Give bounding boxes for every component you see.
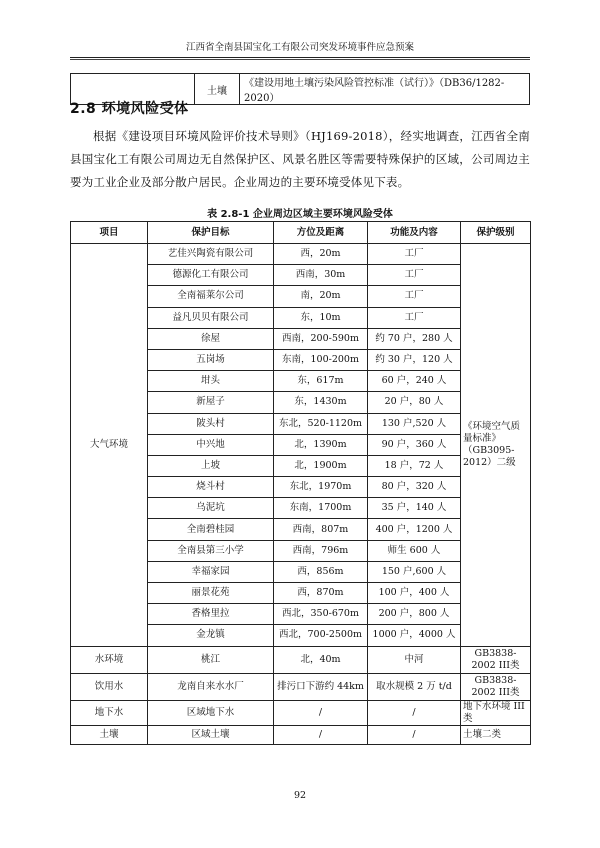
direction-cell: 东，10m	[274, 307, 368, 328]
function-cell: /	[368, 700, 461, 725]
target-cell: 坩头	[148, 371, 274, 392]
direction-cell: 北，40m	[274, 646, 368, 673]
soil-label: 土壤	[195, 74, 240, 105]
target-cell: 新屋子	[148, 392, 274, 413]
table-row	[71, 700, 531, 725]
target-cell: 区域地下水	[148, 700, 274, 725]
target-cell: 区域土壤	[148, 725, 274, 744]
target-cell: 徐屋	[148, 328, 274, 349]
page-number: 92	[293, 790, 307, 801]
function-cell: 80 户，320 人	[368, 477, 461, 498]
target-cell: 全南福莱尔公司	[148, 286, 274, 307]
direction-cell: 东，617m	[274, 371, 368, 392]
target-cell: 五岗场	[148, 349, 274, 370]
category-cell: 大气环境	[71, 244, 148, 647]
function-cell: 20 户，80 人	[368, 392, 461, 413]
target-cell: 乌泥坑	[148, 498, 274, 519]
col-header: 项目	[71, 222, 148, 244]
function-cell: 400 户，1200 人	[368, 519, 461, 540]
category-cell: 地下水	[71, 700, 148, 725]
table-row	[71, 673, 531, 700]
function-cell: 100 户，400 人	[368, 583, 461, 604]
intro-paragraph: 根据《建设项目环境风险评价技术导则》（HJ169-2018），经实地调查，江西省全南县国宝化工有限公司周边无自然保护区、风景名胜区等需要特殊保护的区域，公司周边主要为工业企业及部分散户居民。企业周边的主要环境受体见下表。	[70, 129, 530, 189]
direction-cell: 东北，520-1120m	[274, 413, 368, 434]
function-cell: 130 户,520 人	[368, 413, 461, 434]
table-row	[71, 725, 531, 744]
target-cell: 幸福家园	[148, 561, 274, 582]
direction-cell: 西，870m	[274, 583, 368, 604]
target-cell: 香格里拉	[148, 604, 274, 625]
function-cell: 中河	[368, 646, 461, 673]
page-header: 江西省全南县国宝化工有限公司突发环境事件应急预案	[70, 42, 530, 58]
direction-cell: 南，20m	[274, 286, 368, 307]
table-header-row	[71, 222, 531, 244]
function-cell: 18 户，72 人	[368, 455, 461, 476]
table-row	[71, 646, 531, 673]
target-cell: 烧斗村	[148, 477, 274, 498]
function-cell: 工厂	[368, 307, 461, 328]
col-header: 功能及内容	[368, 222, 461, 244]
protection-level-cell: GB3838-2002 III类	[461, 673, 531, 700]
direction-cell: 排污口下游约 44km	[274, 673, 368, 700]
protection-level-cell: 土壤二类	[461, 725, 531, 744]
function-cell: 工厂	[368, 244, 461, 265]
section-title: 2.8 环境风险受体	[70, 101, 189, 117]
direction-cell: 东北，1970m	[274, 477, 368, 498]
target-cell: 丽景花苑	[148, 583, 274, 604]
protection-level-cell: 地下水环境 III类	[461, 700, 531, 725]
target-cell: 艺佳兴陶瓷有限公司	[148, 244, 274, 265]
col-header: 方位及距离	[274, 222, 368, 244]
target-cell: 龙南自来水水厂	[148, 673, 274, 700]
function-cell: 200 户，800 人	[368, 604, 461, 625]
table-caption: 表 2.8-1 企业周边区域主要环境风险受体	[207, 209, 393, 220]
function-cell: 60 户，240 人	[368, 371, 461, 392]
function-cell: 1000 户，4000 人	[368, 625, 461, 646]
direction-cell: 西南，200-590m	[274, 328, 368, 349]
function-cell: 90 户，360 人	[368, 434, 461, 455]
target-cell: 上坡	[148, 455, 274, 476]
function-cell: 约 30 户，120 人	[368, 349, 461, 370]
target-cell: 金龙镇	[148, 625, 274, 646]
direction-cell: /	[274, 725, 368, 744]
col-header: 保护级别	[461, 222, 531, 244]
function-cell: 取水规模 2 万 t/d	[368, 673, 461, 700]
target-cell: 全南县第三小学	[148, 540, 274, 561]
risk-receptor-table	[70, 221, 531, 745]
direction-cell: 北，1900m	[274, 455, 368, 476]
direction-cell: 东南，1700m	[274, 498, 368, 519]
target-cell: 桃江	[148, 646, 274, 673]
function-cell: 师生 600 人	[368, 540, 461, 561]
direction-cell: 东南，100-200m	[274, 349, 368, 370]
function-cell: 150 户,600 人	[368, 561, 461, 582]
category-cell: 饮用水	[71, 673, 148, 700]
direction-cell: 西南，807m	[274, 519, 368, 540]
direction-cell: 西南，796m	[274, 540, 368, 561]
category-cell: 土壤	[71, 725, 148, 744]
function-cell: 工厂	[368, 286, 461, 307]
soil-standard: 《建设用地土壤污染风险管控标准（试行）》（DB36/1282-2020）	[240, 74, 530, 105]
direction-cell: 西北，350-670m	[274, 604, 368, 625]
direction-cell: 西，856m	[274, 561, 368, 582]
direction-cell: 西北，700-2500m	[274, 625, 368, 646]
col-header: 保护目标	[148, 222, 274, 244]
target-cell: 中兴地	[148, 434, 274, 455]
function-cell: 工厂	[368, 265, 461, 286]
function-cell: 35 户，140 人	[368, 498, 461, 519]
protection-level-cell: GB3838-2002 III类	[461, 646, 531, 673]
target-cell: 德源化工有限公司	[148, 265, 274, 286]
protection-level-cell: 《环境空气质量标准》（GB3095-2012）二级	[461, 244, 531, 647]
target-cell: 益凡贝贝有限公司	[148, 307, 274, 328]
target-cell: 陂头村	[148, 413, 274, 434]
category-cell: 水环境	[71, 646, 148, 673]
direction-cell: 东，1430m	[274, 392, 368, 413]
function-cell: 约 70 户，280 人	[368, 328, 461, 349]
target-cell: 全南碧桂园	[148, 519, 274, 540]
direction-cell: 西南，30m	[274, 265, 368, 286]
direction-cell: 北，1390m	[274, 434, 368, 455]
table-row	[71, 244, 531, 265]
function-cell: /	[368, 725, 461, 744]
direction-cell: 西，20m	[274, 244, 368, 265]
direction-cell: /	[274, 700, 368, 725]
